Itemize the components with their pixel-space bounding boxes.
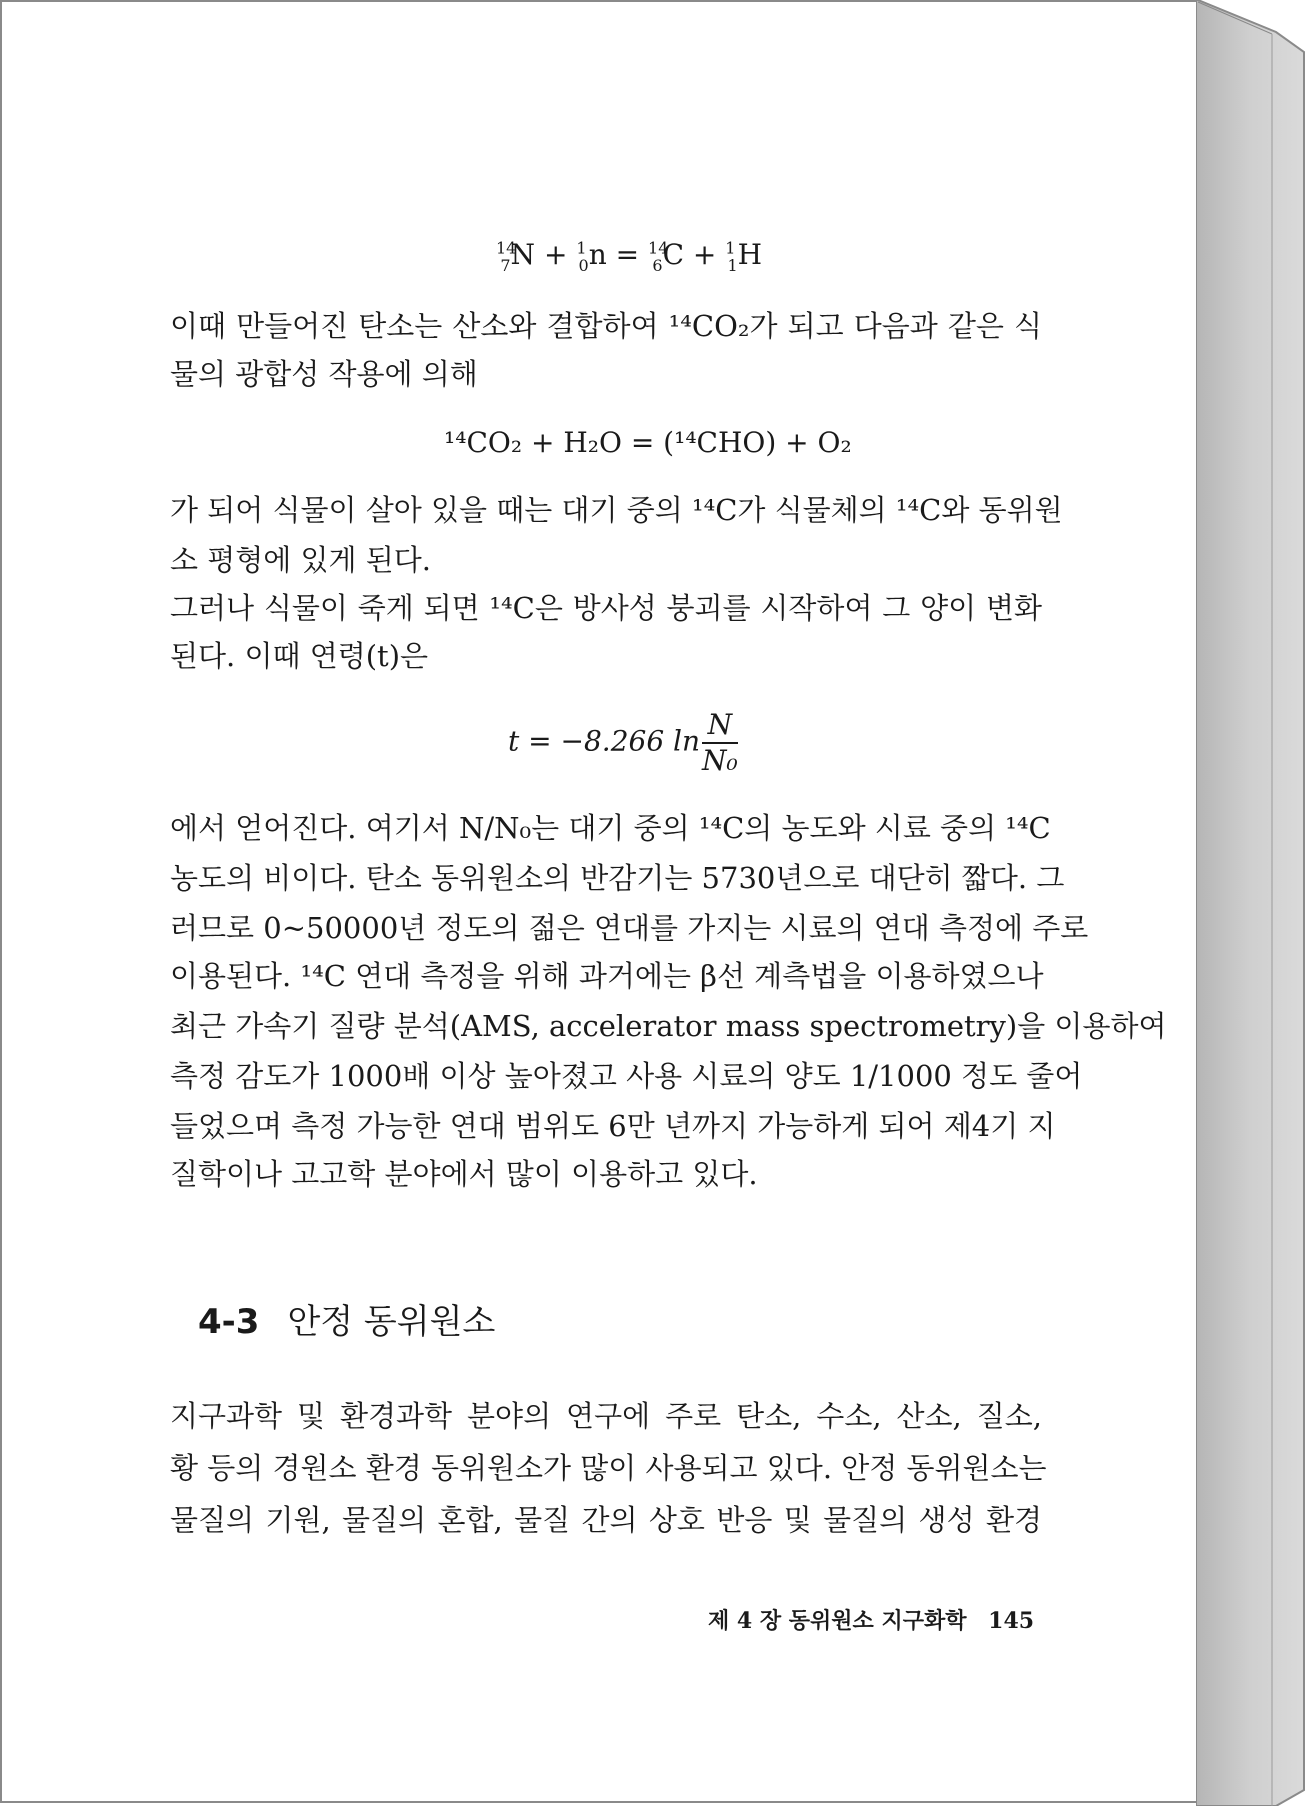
equation-nuclear-reaction: [496, 238, 763, 275]
para3-line-1: 그러나 식물이 죽게 되면 ¹⁴C은 방사성 붕괴를 시작하여 그 양이 변화: [170, 591, 1042, 625]
eq1-plus2: +: [692, 238, 717, 271]
para5-line-2: 황 등의 경원소 환경 동위원소가 많이 사용되고 있다. 안정 동위원소는: [170, 1451, 1047, 1485]
para5-line-3: 물질의 기원, 물질의 혼합, 물질 간의 상호 반응 및 물질의 생성 환경: [170, 1503, 1042, 1537]
eq1-sup-c: 14: [648, 238, 669, 258]
para5-line-1: 지구과학 및 환경과학 분야의 연구에 주로 탄소, 수소, 산소, 질소,: [170, 1399, 1042, 1433]
eq1-sup-n: 14: [496, 238, 517, 258]
page-footer: [708, 1604, 1034, 1635]
eq1-sub-c: 6: [652, 255, 663, 275]
para4-line-5: 최근 가속기 질량 분석(AMS, accelerator mass spectrometry)을 이용하여: [170, 1009, 1167, 1043]
equation-photosynthesis: ¹⁴CO₂ + H₂O = (¹⁴CHO) + O₂: [444, 426, 852, 459]
eq1-plus: +: [543, 238, 568, 271]
eq1-sub-neutron: 0: [578, 255, 589, 275]
para1-line-1: 이때 만들어진 탄소는 산소와 결합하여 ¹⁴CO₂가 되고 다음과 같은 식: [170, 309, 1042, 343]
book-edge-graphic: [1196, 0, 1306, 1806]
eq1-n: N: [510, 238, 536, 271]
eq1-sup-h: 1: [725, 238, 736, 258]
eq1-c: C: [662, 238, 685, 271]
eq3-lhs: t = −8.266 ln: [508, 724, 701, 758]
chapter-label: 제 4 장 동위원소 지구화학: [708, 1608, 967, 1634]
para4-line-8: 질학이나 고고학 분야에서 많이 이용하고 있다.: [170, 1157, 758, 1191]
book-spine: [1196, 0, 1306, 1806]
para4-line-6: 측정 감도가 1000배 이상 높아졌고 사용 시료의 양도 1/1000 정도 줄어: [170, 1059, 1083, 1093]
eq3-fraction: [702, 708, 738, 778]
para4-line-7: 들었으며 측정 가능한 연대 범위도 6만 년까지 가능하게 되어 제4기 지: [170, 1109, 1056, 1143]
para4-line-4: 이용된다. ¹⁴C 연대 측정을 위해 과거에는 β선 계측법을 이용하였으나: [170, 959, 1044, 993]
section-title: 안정 동위원소: [287, 1302, 496, 1342]
eq1-sup-neutron: 1: [576, 238, 587, 258]
eq1-neutron: n: [588, 238, 607, 271]
eq1-equals: =: [615, 238, 640, 271]
para2-line-1: 가 되어 식물이 살아 있을 때는 대기 중의 ¹⁴C가 식물체의 ¹⁴C와 동위원: [170, 493, 1063, 527]
para3-line-2: 된다. 이때 연령(t)은: [170, 639, 429, 673]
para4-line-2: 농도의 비이다. 탄소 동위원소의 반감기는 5730년으로 대단히 짧다. 그: [170, 861, 1065, 895]
equation-age: [508, 708, 738, 778]
section-number: 4-3: [198, 1302, 260, 1342]
eq1-sub-n: 7: [500, 255, 511, 275]
eq1-h: H: [737, 238, 763, 271]
page-number: 145: [988, 1608, 1035, 1634]
para4-line-3: 러므로 0~50000년 정도의 젊은 연대를 가지는 시료의 연대 측정에 주로: [170, 911, 1089, 945]
para2-line-2: 소 평형에 있게 된다.: [170, 543, 431, 577]
eq3-denominator: N₀: [702, 744, 738, 777]
eq3-numerator: N: [702, 708, 738, 744]
para1-line-2: 물의 광합성 작용에 의해: [170, 357, 478, 391]
eq1-sub-h: 1: [727, 255, 738, 275]
section-heading: [198, 1294, 495, 1343]
para4-line-1: 에서 얻어진다. 여기서 N/N₀는 대기 중의 ¹⁴C의 농도와 시료 중의 ¹⁴C: [170, 811, 1051, 845]
